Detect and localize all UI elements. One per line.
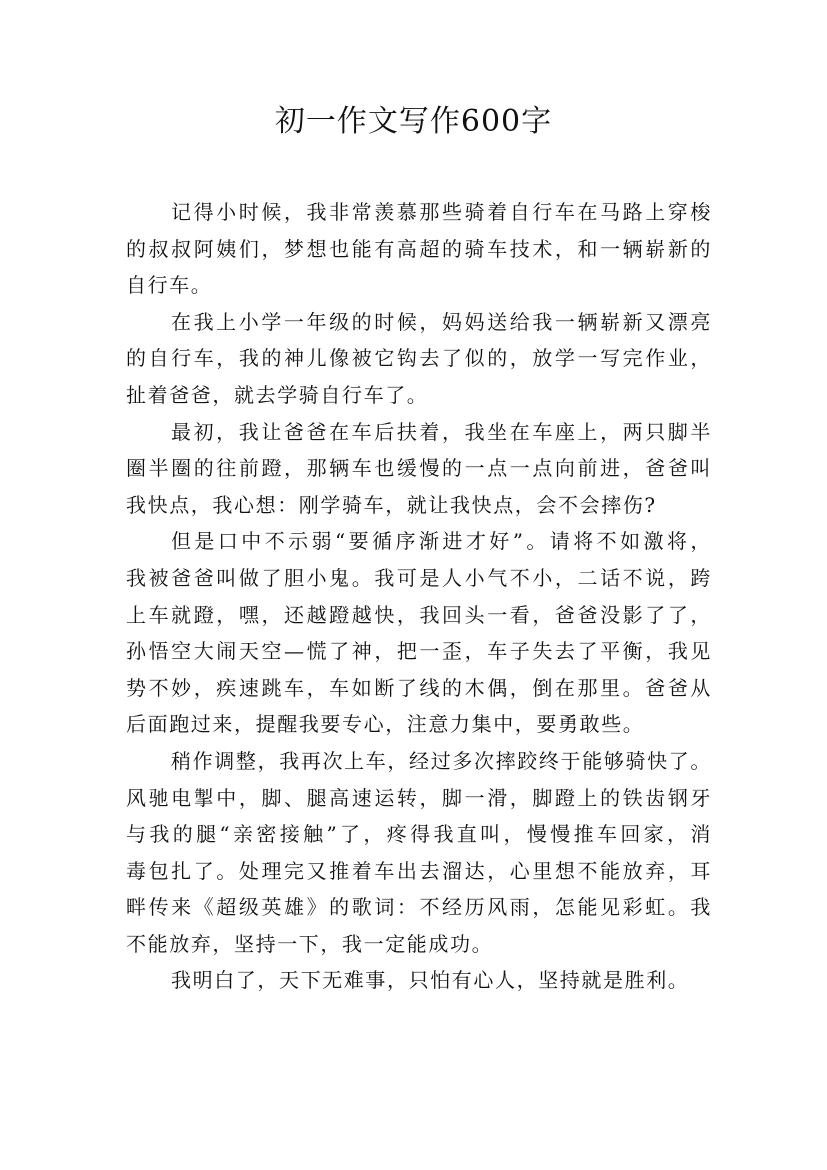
text-line: 自行车。 [126, 273, 213, 298]
text-line: 的叔叔阿姨们，梦想也能有高超的骑车技术，和一辆崭新的 [126, 236, 712, 261]
text-line: 稍作调整，我再次上车，经过多次摔跤终于能够骑快了。 [171, 748, 712, 773]
text-line: 但是口中不示弱“要循序渐进才好”。请将不如激将， [171, 529, 712, 554]
text-line: 后面跑过来，提醒我要专心，注意力集中，要勇敢些。 [126, 712, 645, 737]
text-line: 在我上小学一年级的时候，妈妈送给我一辆崭新又漂亮 [171, 309, 712, 334]
text-line: 我快点，我心想：刚学骑车，就让我快点，会不会摔伤? [126, 492, 657, 517]
document-title: 初一作文写作600字 [274, 104, 553, 139]
text-line: 圈半圈的往前蹬，那辆车也缓慢的一点一点向前进，爸爸叫 [126, 456, 712, 481]
text-line: 风驰电掣中，脚、腿高速运转，脚一滑，脚蹬上的铁齿钢牙 [126, 785, 712, 810]
text-line: 毒包扎了。处理完又推着车出去溜达，心里想不能放弃，耳 [126, 858, 712, 883]
essay-body [126, 194, 712, 999]
text-line: 记得小时候，我非常羡慕那些骑着自行车在马路上穿梭 [171, 200, 712, 224]
text-line: 势不妙，疾速跳车，车如断了线的木偶，倒在那里。爸爸从 [126, 675, 712, 700]
text-line: 我被爸爸叫做了胆小鬼。我可是人小气不小，二话不说，跨 [126, 565, 712, 590]
text-line: 上车就蹬，嘿，还越蹬越快，我回头一看，爸爸没影了了， [126, 602, 712, 627]
text-line: 最初，我让爸爸在车后扶着，我坐在车座上，两只脚半 [171, 419, 712, 444]
text-line: 畔传来《超级英雄》的歌词：不经历风雨，怎能见彩虹。我 [126, 895, 712, 920]
text-line: 扯着爸爸，就去学骑自行车了。 [126, 382, 429, 407]
text-line: 不能放弃，坚持一下，我一定能成功。 [126, 931, 494, 956]
text-line: 与我的腿“亲密接触”了，疼得我直叫，慢慢推车回家，消 [126, 822, 712, 847]
text-line: 的自行车，我的神儿像被它钩去了似的，放学一写完作业， [126, 346, 712, 371]
text-line: 孙悟空大闹天空—慌了神，把一歪，车子失去了平衡，我见 [126, 639, 712, 664]
text-line: 我明白了，天下无难事，只怕有心人，坚持就是胜利。 [171, 968, 690, 993]
